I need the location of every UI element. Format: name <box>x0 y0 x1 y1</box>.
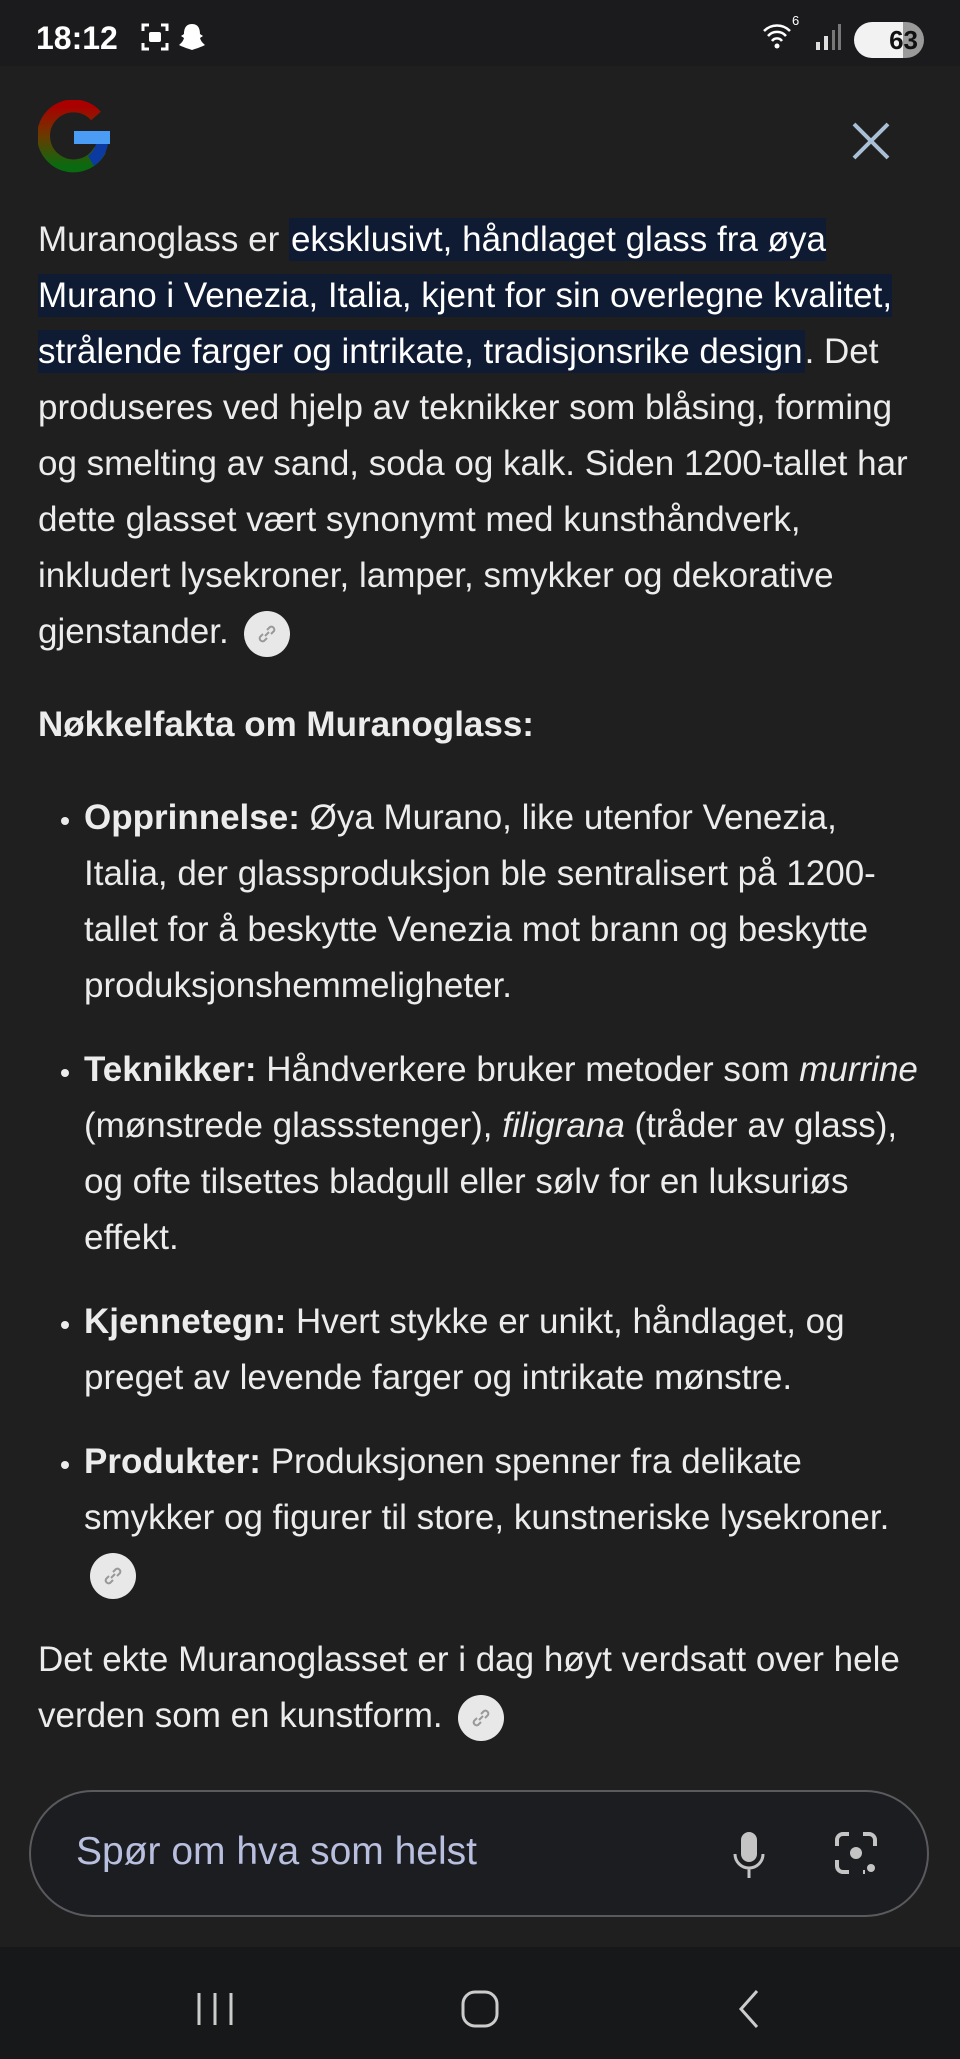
closing-text: Det ekte Muranoglasset er i dag høyt verdsatt over hele verden som en kunstform. <box>38 1640 900 1735</box>
item-label: Teknikker: <box>84 1050 257 1089</box>
source-link-button[interactable] <box>244 611 290 657</box>
google-lens-icon[interactable] <box>833 1830 879 1876</box>
list-item <box>84 1434 928 1602</box>
intro-prefix: Muranoglass er <box>38 220 289 259</box>
item-label: Opprinnelse: <box>84 798 300 837</box>
link-icon <box>255 622 279 646</box>
status-bar <box>0 0 960 66</box>
google-logo <box>38 100 110 174</box>
closing-paragraph <box>38 1632 928 1744</box>
item-text: Øya Murano, like utenfor Venezia, Italia, der glassproduksjon ble sentralisert på 1200-tallet for å beskytte Venezia mot brann og beskytte produksjonshemmeligheter. <box>84 798 876 1005</box>
list-item <box>84 1294 928 1406</box>
facts-list <box>38 790 928 1602</box>
source-link-button[interactable] <box>458 1695 504 1741</box>
signal-icon <box>814 22 842 52</box>
list-item <box>84 1042 928 1266</box>
item-label: Produkter: <box>84 1442 261 1481</box>
close-icon[interactable] <box>848 118 894 164</box>
item-emphasis: filigrana <box>502 1106 625 1145</box>
wifi-label: 6 <box>792 13 800 28</box>
list-item <box>84 790 928 1014</box>
item-text: Hvert stykke er unikt, håndlaget, og preget av levende farger og intrikate mønstre. <box>84 1302 845 1397</box>
item-emphasis: murrine <box>799 1050 918 1089</box>
source-link-button[interactable] <box>90 1553 136 1599</box>
item-text: Håndverkere bruker metoder som <box>256 1050 800 1089</box>
section-heading: Nøkkelfakta om Muranoglass: <box>38 705 534 744</box>
back-button[interactable] <box>735 1989 765 2029</box>
microphone-icon[interactable] <box>731 1830 767 1880</box>
item-text: (mønstrede glassstenger), <box>84 1106 503 1145</box>
intro-paragraph <box>38 212 928 660</box>
item-label: Kjennetegn: <box>84 1302 287 1341</box>
snapchat-icon <box>178 22 206 52</box>
search-input[interactable] <box>29 1790 929 1917</box>
status-time: 18:12 <box>36 20 118 56</box>
link-icon <box>101 1564 125 1588</box>
ai-answer <box>38 212 928 1781</box>
link-icon <box>469 1706 493 1730</box>
screenshot-icon <box>140 22 170 52</box>
recent-apps-button[interactable] <box>195 1989 235 2029</box>
navigation-bar <box>0 1947 960 2059</box>
home-button[interactable] <box>460 1989 500 2029</box>
highlighted-text: eksklusivt, håndlaget glass fra øya Murano i Venezia, Italia, kjent for sin overlegne kvalitet, strålende farger og intrikate, tradisjonsrike design <box>38 220 893 371</box>
intro-rest: . Det produseres ved hjelp av teknikker som blåsing, forming og smelting av sand, soda og kalk. Siden 1200-tallet har dette glasset vært synonymt med kunsthåndverk, inkludert lysekroner, lamper, smykker og dekorative gjenstander. <box>38 332 908 651</box>
battery-indicator: 63 <box>854 22 924 58</box>
wifi-icon <box>762 22 792 50</box>
item-text: (tråder av glass), og ofte tilsettes bladgull eller sølv for en luksuriøs effekt. <box>84 1106 898 1257</box>
search-placeholder: Spør om hva som helst <box>76 1830 477 1873</box>
item-text: Produksjonen spenner fra delikate smykker og figurer til store, kunstneriske lysekroner. <box>84 1442 890 1537</box>
